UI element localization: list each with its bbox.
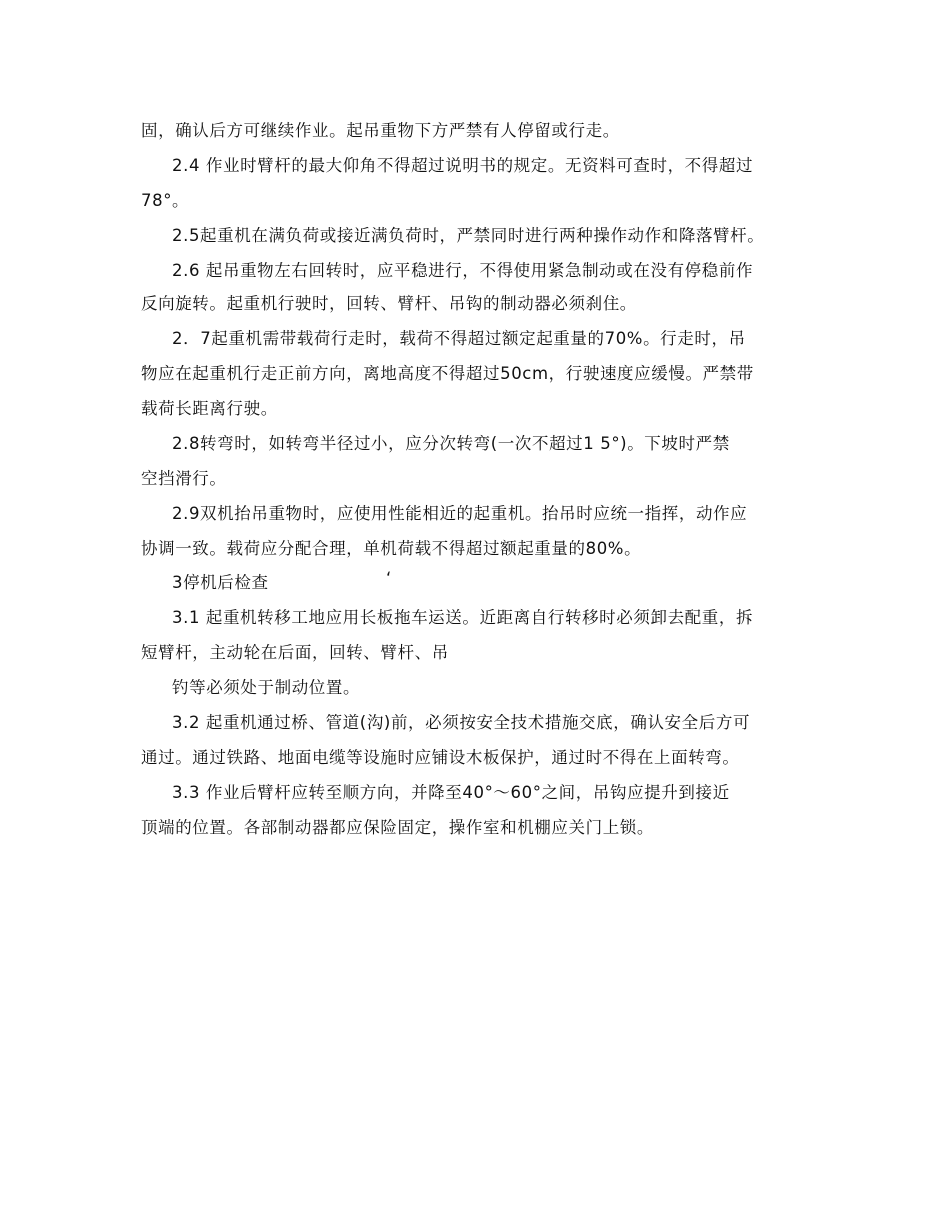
- text-line: 2．7起重机需带载荷行走时，载荷不得超过额定起重量的70%。行走时，吊: [172, 329, 746, 348]
- text-line: 协调一致。载荷应分配合理，单机荷载不得超过额起重量的80%。: [141, 539, 642, 558]
- text-line: 钓等必须处于制动位置。: [172, 678, 361, 697]
- text-line: 78°。: [141, 191, 190, 210]
- text-line: 通过。通过铁路、地面电缆等设施时应铺设木板保护，通过时不得在上面转弯。: [141, 748, 740, 767]
- text-line: 3.1 起重机转移工地应用长板拖车运送。近距离自行转移时必须卸去配重，拆: [172, 608, 754, 627]
- text-line: 3.3 作业后臂杆应转至顺方向，并降至40°～60°之间，吊钩应提升到接近: [172, 783, 730, 802]
- text-line: 物应在起重机行走正前方向，离地高度不得超过50cm，行驶速度应缓慢。严禁带: [141, 364, 754, 383]
- text-line: 反向旋转。起重机行驶时，回转、臂杆、吊钩的制动器必须刹住。: [141, 294, 637, 313]
- text-line: 2.6 起吊重物左右回转时，应平稳进行，不得使用紧急制动或在没有停稳前作: [172, 261, 754, 280]
- stray-mark: ‘: [386, 569, 392, 588]
- text-line: 载荷长距离行驶。: [141, 399, 278, 418]
- text-line: 2.8转弯时，如转弯半径过小，应分次转弯(一次不超过1 5°)。下坡时严禁: [172, 434, 730, 453]
- text-line: 2.5起重机在满负荷或接近满负荷时，严禁同时进行两种操作动作和降落臂杆。: [172, 226, 765, 245]
- text-line: 2.9双机抬吊重物时，应使用性能相近的起重机。抬吊时应统一指挥，动作应: [172, 504, 748, 523]
- text-line: 空挡滑行。: [141, 469, 227, 488]
- text-line: 2.4 作业时臂杆的最大仰角不得超过说明书的规定。无资料可查时，不得超过: [172, 156, 754, 175]
- text-line: 固，确认后方可继续作业。起吊重物下方严禁有人停留或行走。: [141, 121, 620, 140]
- text-line: 3.2 起重机通过桥、管道(沟)前，必须按安全技术措施交底，确认安全后方可: [172, 713, 751, 732]
- text-line: 短臂杆，主动轮在后面，回转、臂杆、吊: [141, 643, 449, 662]
- section-heading: 3停机后检查: [172, 573, 269, 592]
- text-line: 顶端的位置。各部制动器都应保险固定，操作室和机棚应关门上锁。: [141, 818, 654, 837]
